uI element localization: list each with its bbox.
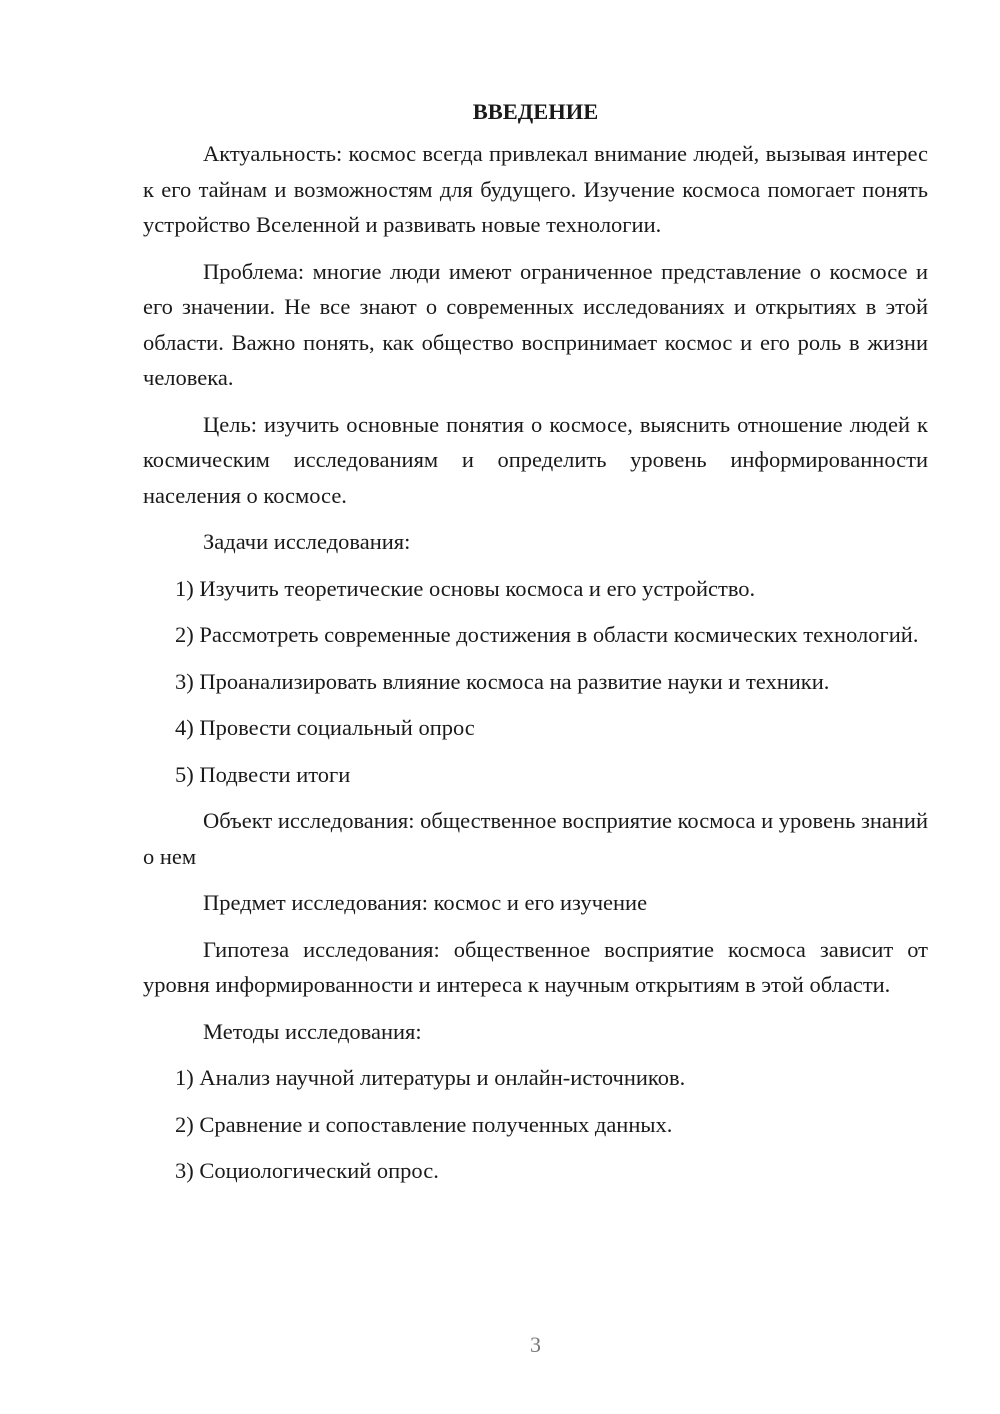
section-title: ВВЕДЕНИЕ <box>472 99 599 124</box>
subject-paragraph: Предмет исследования: космос и его изучение <box>203 890 648 915</box>
task-item: 1) Изучить теоретические основы космоса и его устройство. <box>175 575 756 601</box>
task-item: 3) Проанализировать влияние космоса на развитие науки и техники. <box>175 668 830 694</box>
page-number: 3 <box>530 1332 541 1357</box>
object-paragraph: Объект исследования: общественное восприятие космоса и уровень знаний о нем <box>143 808 928 869</box>
document-body <box>143 96 928 1200</box>
goal-paragraph: Цель: изучить основные понятия о космосе, выяснить отношение людей к космическим исследованиям и определить уровень информированности населения о космосе. <box>143 411 928 508</box>
methods-heading: Методы исследования: <box>203 1018 422 1044</box>
task-item: 5) Подвести итоги <box>175 761 351 787</box>
task-item: 4) Провести социальный опрос <box>175 715 475 740</box>
problem-paragraph: Проблема: многие люди имеют ограниченное представление о космосе и его значении. Не все знают о современных исследованиях и открытиях в этой области. Важно понять, как общество воспринимает космос и его роль в жизни человека. <box>143 258 928 390</box>
method-item: 2) Сравнение и сопоставление полученных данных. <box>175 1111 673 1137</box>
tasks-heading: Задачи исследования: <box>203 529 411 554</box>
task-item: 2) Рассмотреть современные достижения в области космических технологий. <box>175 622 919 647</box>
hypothesis-paragraph: Гипотеза исследования: общественное восприятие космоса зависит от уровня информированности и интереса к научным открытиям в этой области. <box>143 936 928 997</box>
method-item: 3) Социологический опрос. <box>175 1158 439 1183</box>
relevance-paragraph: Актуальность: космос всегда привлекал внимание людей, вызывая интерес к его тайнам и возможностям для будущего. Изучение космоса помогает понять устройство Вселенной и развивать новые технологии. <box>143 141 928 237</box>
method-item: 1) Анализ научной литературы и онлайн-источников. <box>175 1065 686 1090</box>
